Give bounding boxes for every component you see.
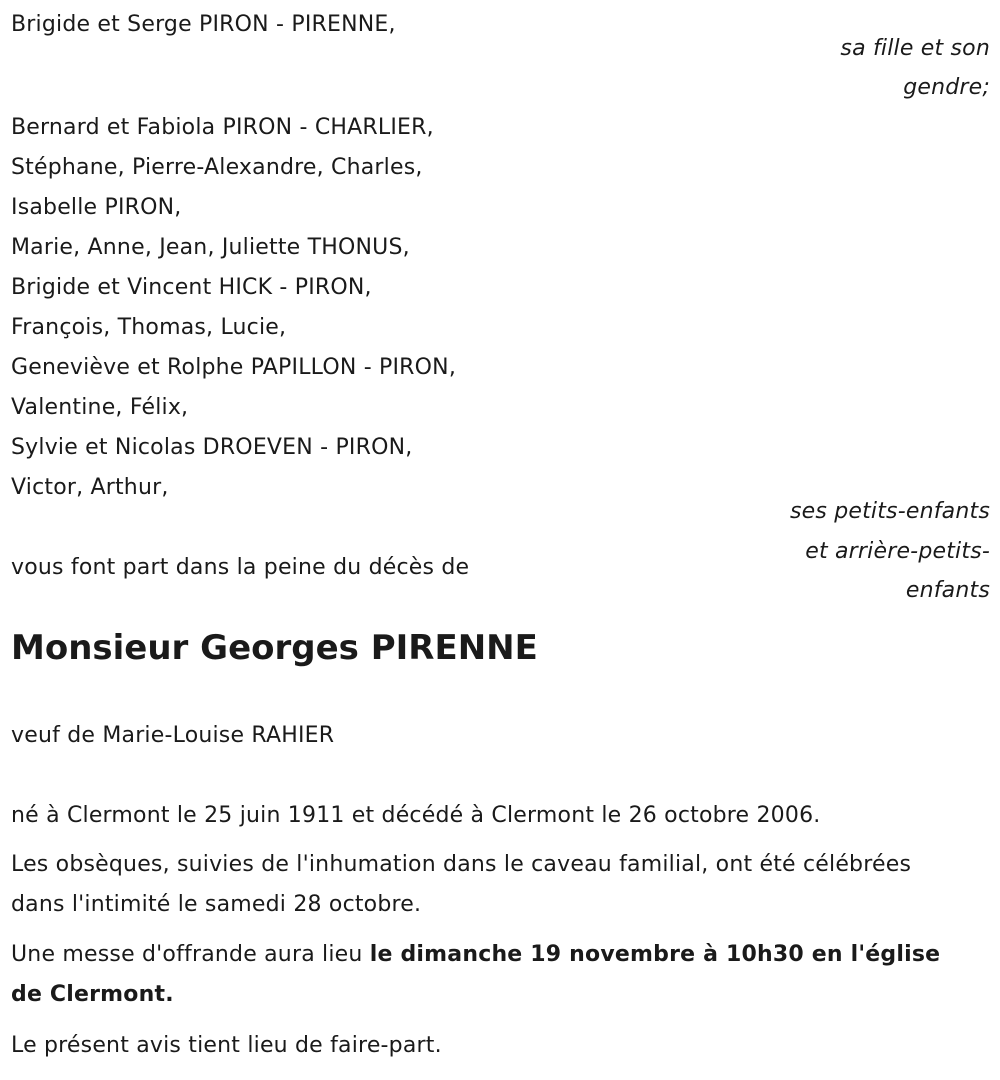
family-line: Brigide et Vincent HICK - PIRON, (11, 275, 372, 300)
mass-intro: Une messe d'offrande aura lieu (11, 942, 370, 967)
closing-line: Le présent avis tient lieu de faire-part. (11, 1033, 442, 1058)
grandchildren-role-line-1: ses petits-enfants (789, 499, 990, 524)
deceased-name: Monsieur Georges PIRENNE (11, 628, 538, 668)
family-line: Marie, Anne, Jean, Juliette THONUS, (11, 235, 410, 260)
family-line: Isabelle PIRON, (11, 195, 182, 220)
birth-death-dates: né à Clermont le 25 juin 1911 et décédé à Clermont le 26 octobre 2006. (11, 803, 821, 828)
family-line: Stéphane, Pierre-Alexandre, Charles, (11, 155, 423, 180)
grandchildren-role-line-3: enfants (905, 578, 990, 603)
family-line: Sylvie et Nicolas DROEVEN - PIRON, (11, 435, 413, 460)
family-line: Victor, Arthur, (11, 475, 169, 500)
family-line: Valentine, Félix, (11, 395, 189, 420)
daughter-couple: Brigide et Serge PIRON - PIRENNE, (11, 12, 396, 37)
mass-paragraph (11, 935, 971, 1015)
widower-of: veuf de Marie-Louise RAHIER (11, 723, 335, 748)
mass-details: le dimanche 19 novembre à 10h30 en l'église de Clermont. (11, 942, 941, 1007)
family-line: Bernard et Fabiola PIRON - CHARLIER, (11, 115, 434, 140)
family-line: Geneviève et Rolphe PAPILLON - PIRON, (11, 355, 457, 380)
family-line: François, Thomas, Lucie, (11, 315, 287, 340)
daughter-role-line-1: sa fille et son (840, 36, 990, 61)
announcement-text: vous font part dans la peine du décès de (11, 555, 470, 580)
grandchildren-role-line-2: et arrière-petits- (805, 539, 990, 564)
funeral-paragraph: Les obsèques, suivies de l'inhumation dans le caveau familial, ont été célébrées dans l'intimité le samedi 28 octobre. (11, 852, 912, 917)
daughter-role-line-2: gendre; (903, 75, 990, 100)
